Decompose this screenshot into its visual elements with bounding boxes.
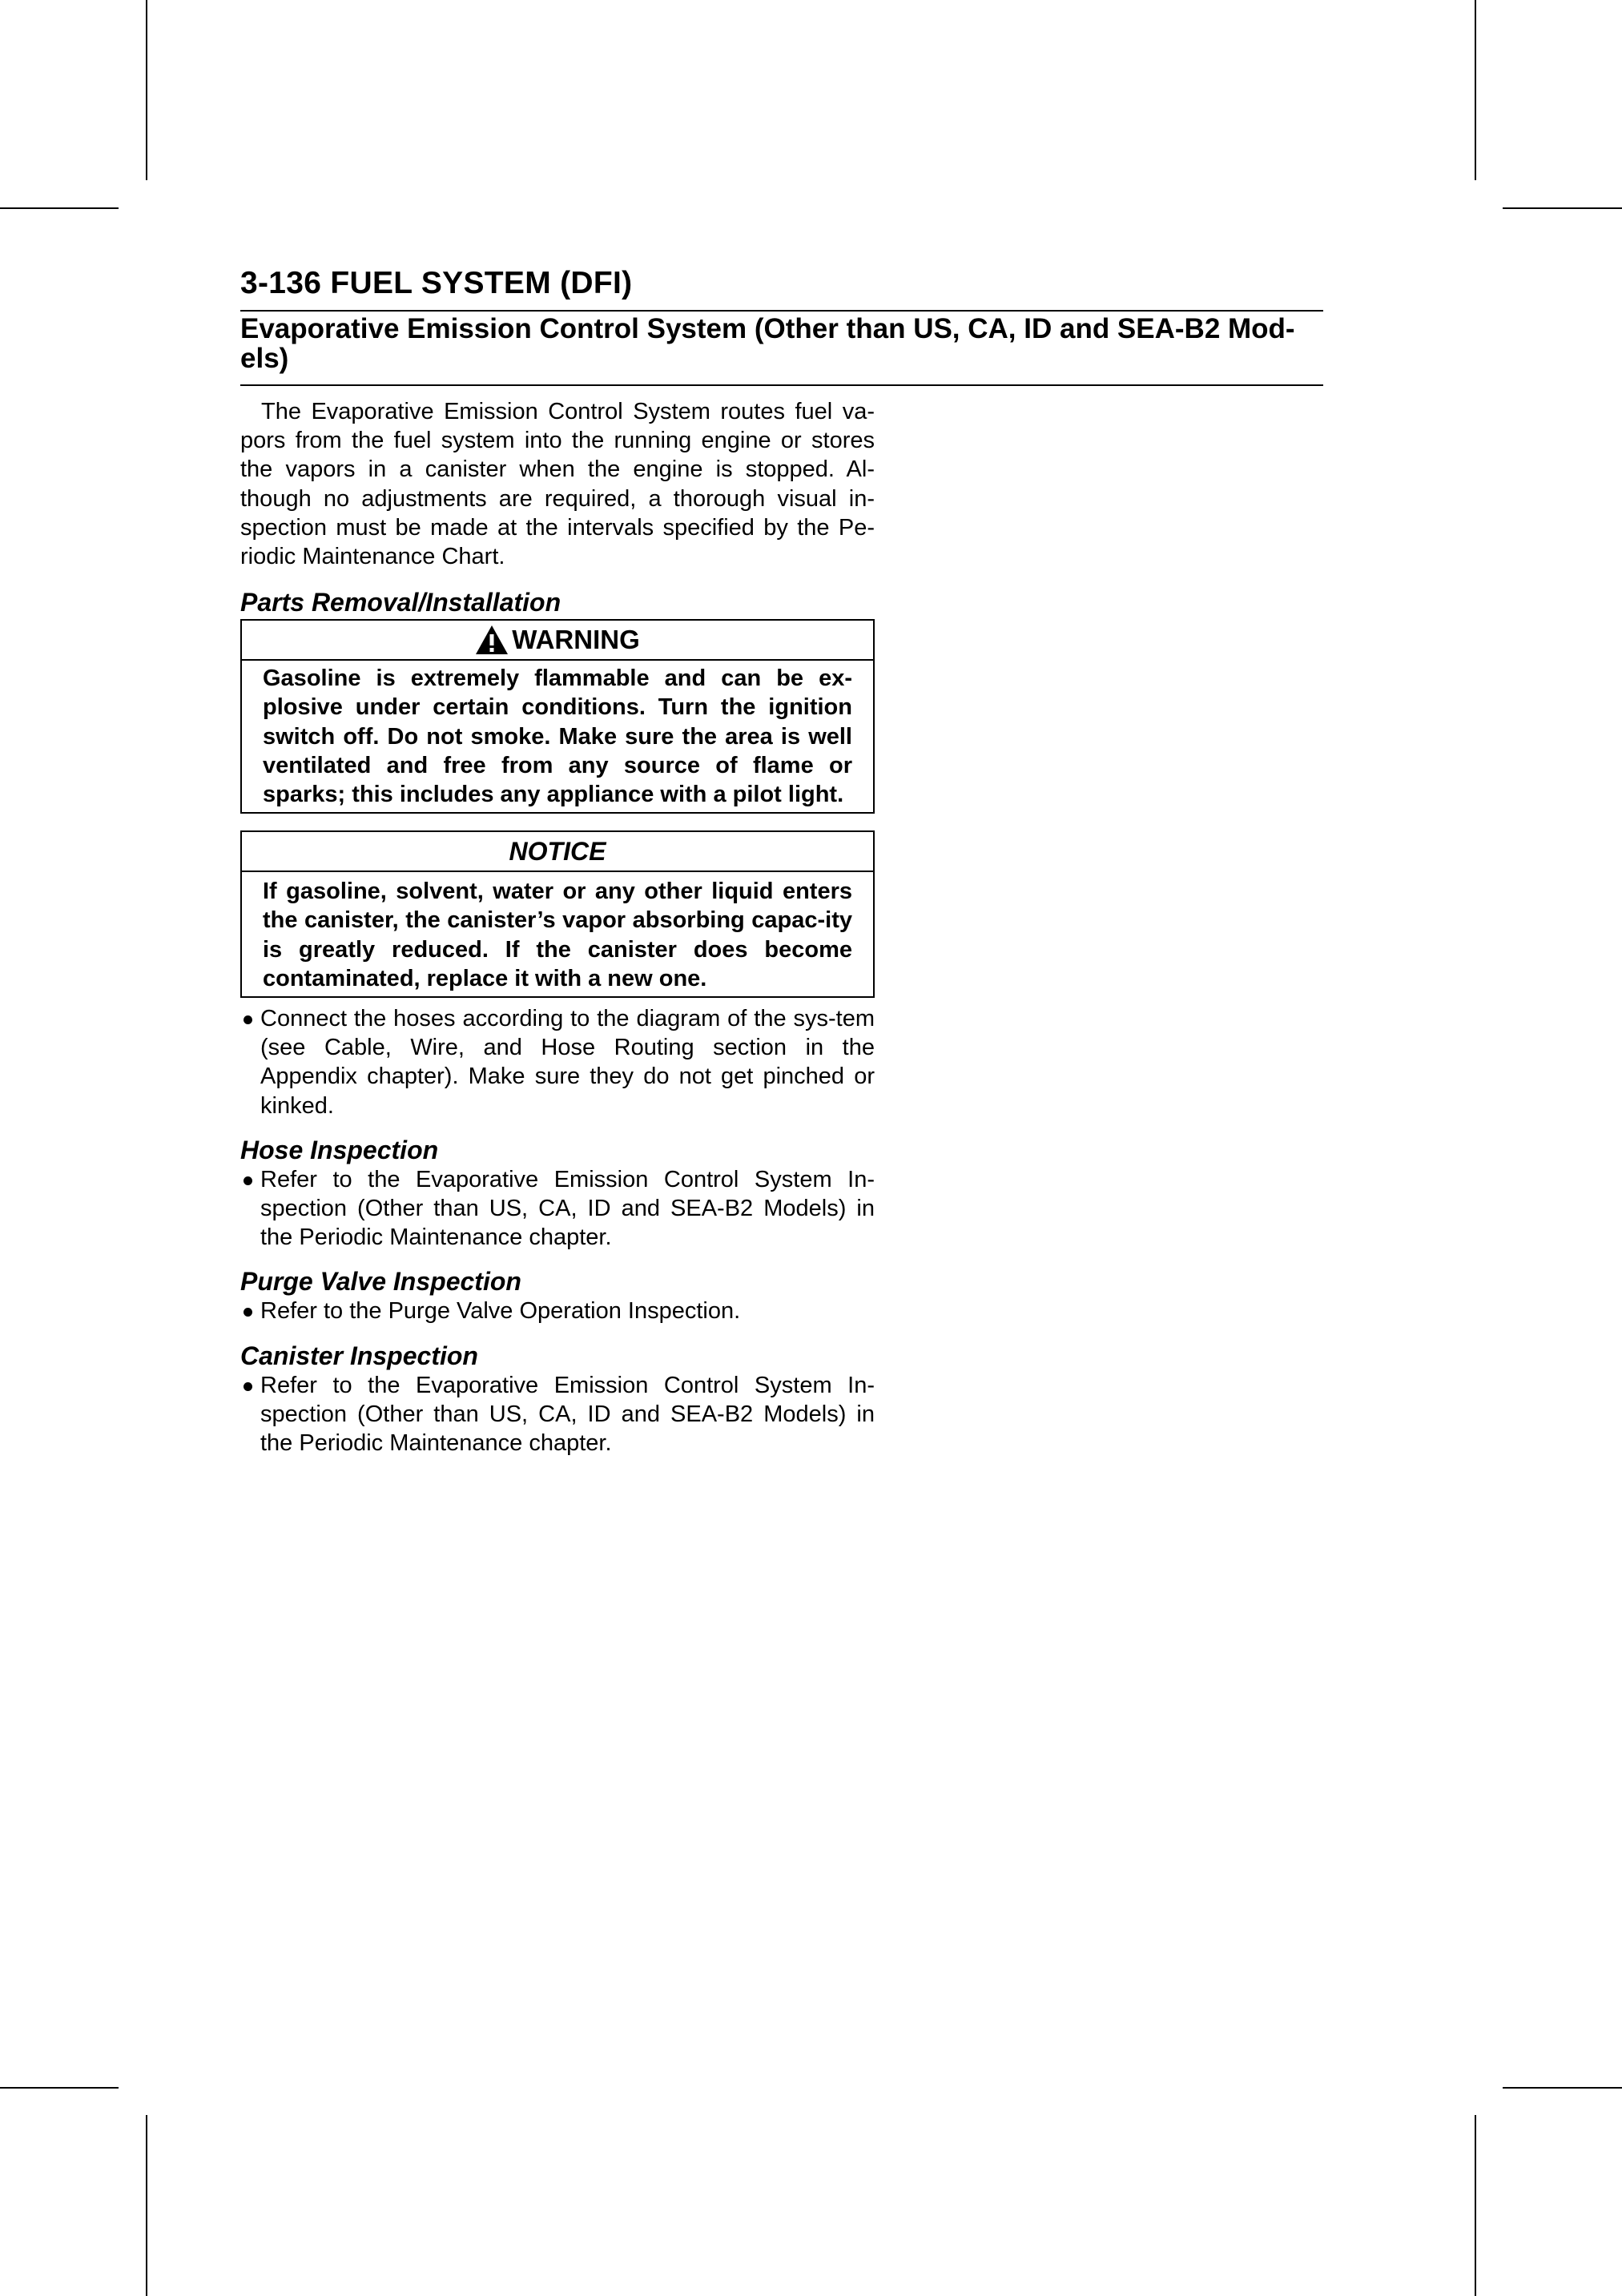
- notice-box: [240, 830, 875, 998]
- main-column: [240, 397, 875, 1458]
- notice-text: If gasoline, solvent, water or any other liquid enters the canister, the canister’s vapor absorbing capac-ity is greatly reduced. If the canister does become contaminated, replace it with a new one.: [263, 879, 852, 991]
- warning-triangle-icon: [475, 625, 509, 655]
- warning-text: Gasoline is extremely flammable and can be ex-plosive under certain conditions. Turn the ignition switch off. Do not smoke. Make sure the area is well ventilated and free from any source of flame or sparks; this includes any appliance with a pilot light.: [263, 665, 852, 808]
- warning-label: WARNING: [512, 625, 640, 655]
- section-title: Evaporative Emission Control System (Other than US, CA, ID and SEA-B2 Mod-els): [240, 313, 1295, 374]
- notice-header: [242, 832, 873, 872]
- crop-mark: [1503, 207, 1622, 209]
- warning-header: [242, 621, 873, 661]
- crop-mark: [1475, 2115, 1476, 2296]
- bullet-icon: [244, 1015, 252, 1024]
- warning-box: [240, 619, 875, 814]
- bullet-text: Connect the hoses according to the diagram of the sys-tem (see Cable, Wire, and Hose Routing section in the Appendix chapter). Make sure they do not get pinched or kinked.: [260, 1006, 875, 1119]
- hose-heading: Hose Inspection: [240, 1135, 439, 1164]
- crop-mark: [0, 2087, 119, 2089]
- list-item: [240, 1165, 875, 1253]
- crop-mark: [1503, 2087, 1622, 2089]
- bullet-icon: [244, 1382, 252, 1391]
- parts-heading: Parts Removal/Installation: [240, 588, 561, 617]
- header-rule: [240, 310, 1323, 312]
- bullet-text: Refer to the Evaporative Emission Control System In-spection (Other than US, CA, ID and SEA-B2 Models) in the Periodic Maintenance chapter.: [260, 1166, 875, 1251]
- list-item: [240, 1371, 875, 1458]
- bullet-icon: [244, 1308, 252, 1317]
- page-title: 3-136 FUEL SYSTEM (DFI): [240, 266, 633, 300]
- list-item: [240, 1004, 875, 1120]
- bullet-text: Refer to the Evaporative Emission Control System In-spection (Other than US, CA, ID and SEA-B2 Models) in the Periodic Maintenance chapter.: [260, 1372, 875, 1457]
- section-rule: [240, 384, 1323, 386]
- list-item: [240, 1297, 875, 1325]
- bullet-text: Refer to the Purge Valve Operation Inspection.: [260, 1298, 741, 1325]
- notice-label: NOTICE: [509, 837, 606, 867]
- crop-mark: [1475, 0, 1476, 180]
- crop-mark: [146, 0, 147, 180]
- bullet-icon: [244, 1176, 252, 1185]
- crop-mark: [0, 207, 119, 209]
- canister-heading: Canister Inspection: [240, 1341, 478, 1370]
- crop-mark: [146, 2115, 147, 2296]
- intro-paragraph: The Evaporative Emission Control System routes fuel va-pors from the fuel system into the running engine or stores the vapors in a canister when the engine is stopped. Al-though no adjustments are required, a thorough visual in-spection must be made at the intervals specified by the Pe-riodic Maintenance Chart.: [240, 399, 875, 570]
- purge-heading: Purge Valve Inspection: [240, 1267, 521, 1297]
